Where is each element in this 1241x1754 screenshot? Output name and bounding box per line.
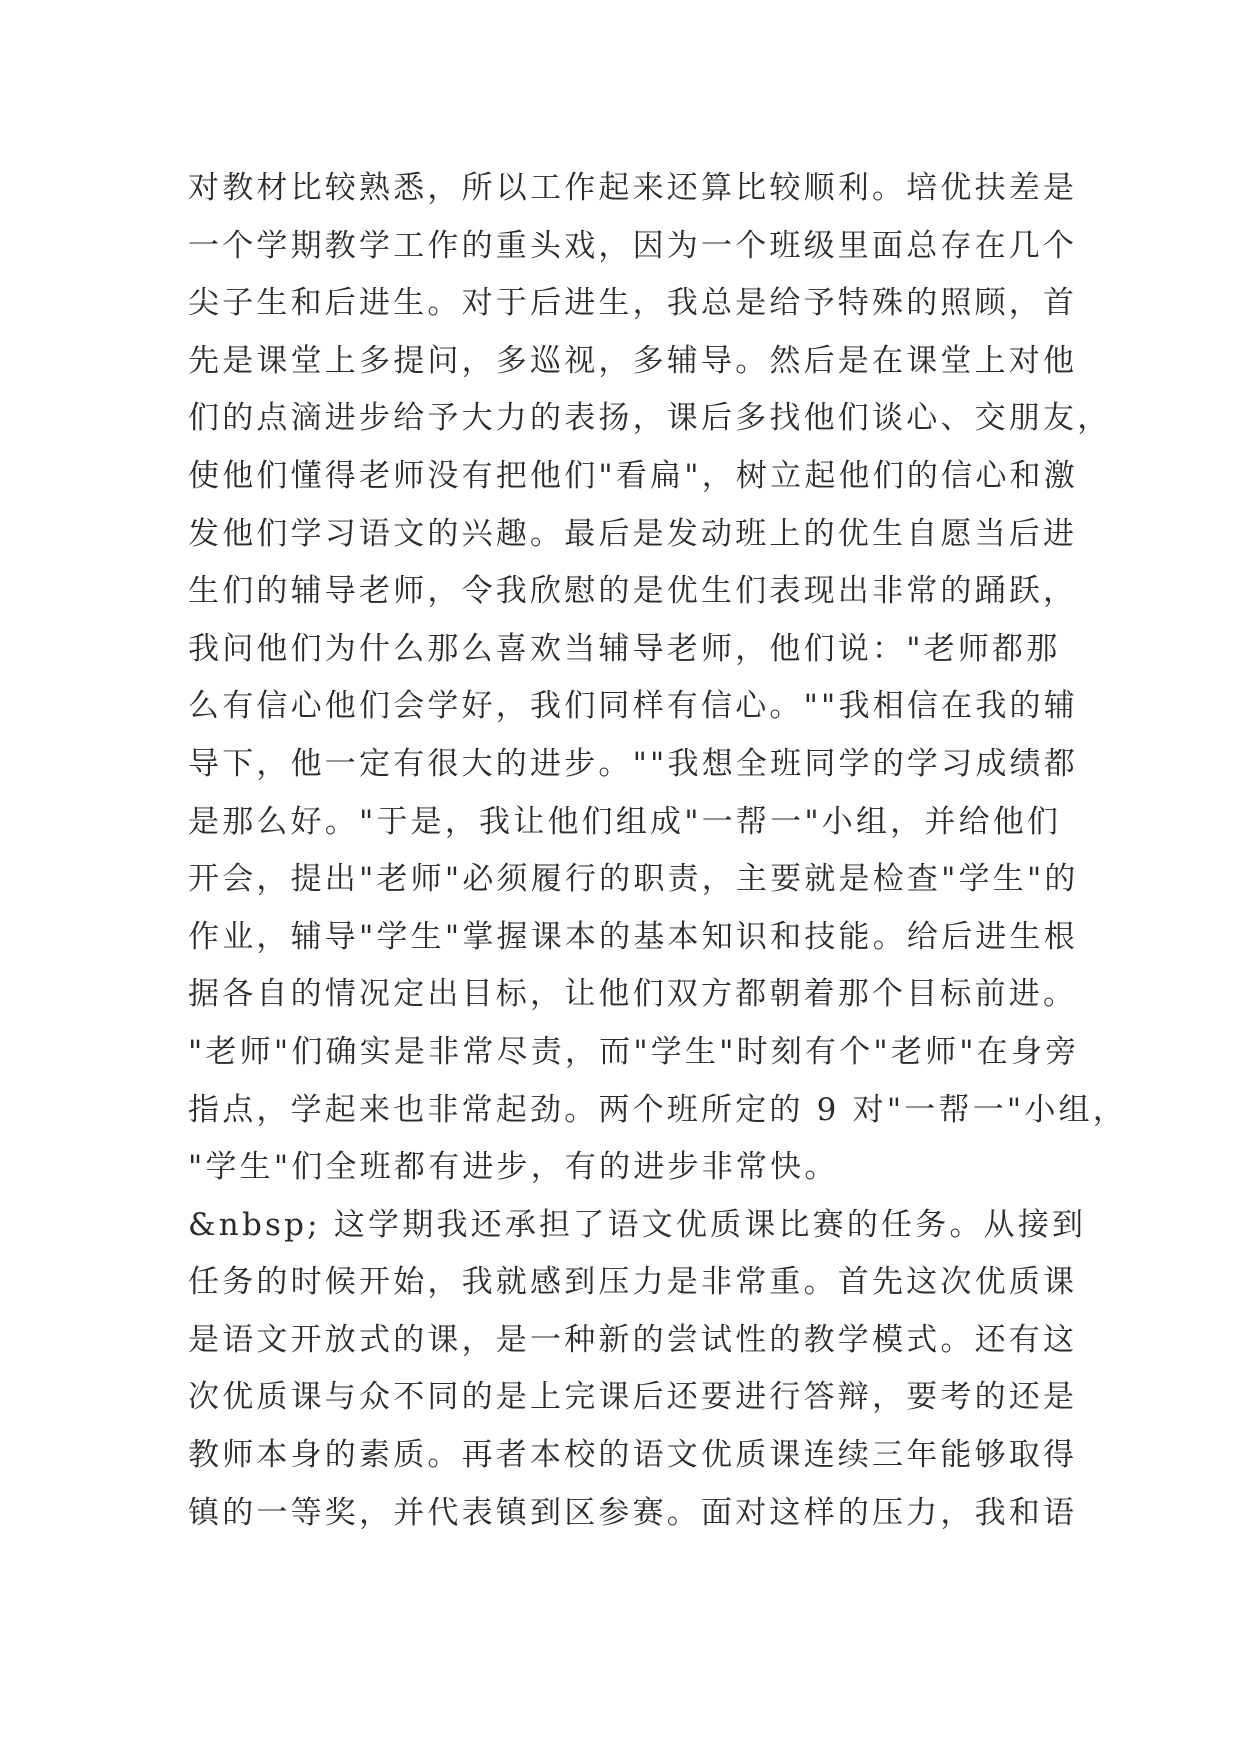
text-line: 生们的辅导老师，令我欣慰的是优生们表现出非常的踊跃， xyxy=(188,573,1078,610)
text-line: 教师本身的素质。再者本校的语文优质课连续三年能够取得 xyxy=(188,1437,1078,1474)
text-line: 任务的时候开始，我就感到压力是非常重。首先这次优质课 xyxy=(188,1264,1078,1301)
text-line: "学生"们全班都有进步，有的进步非常快。 xyxy=(188,1149,839,1186)
text-line: 据各自的情况定出目标，让他们双方都朝着那个目标前进。 xyxy=(188,976,1078,1013)
text-line: 一个学期教学工作的重头戏，因为一个班级里面总存在几个 xyxy=(188,227,1078,264)
text-line: &nbsp; 这学期我还承担了语文优质课比赛的任务。从接到 xyxy=(188,1206,1087,1243)
text-line: 镇的一等奖，并代表镇到区参赛。面对这样的压力，我和语 xyxy=(188,1494,1078,1531)
body-text xyxy=(188,160,1127,1542)
text-line: 么有信心他们会学好，我们同样有信心。""我相信在我的辅 xyxy=(188,688,1078,725)
text-line: "老师"们确实是非常尽责，而"学生"时刻有个"老师"在身旁 xyxy=(188,1033,1080,1070)
text-line: 作业，辅导"学生"掌握课本的基本知识和技能。给后进生根 xyxy=(188,918,1078,955)
text-line: 是那么好。"于是，我让他们组成"一帮一"小组，并给他们 xyxy=(188,803,1062,840)
text-line: 次优质课与众不同的是上完课后还要进行答辩，要考的还是 xyxy=(188,1379,1078,1416)
text-line: 对教材比较熟悉，所以工作起来还算比较顺利。培优扶差是 xyxy=(188,170,1078,206)
text-line: 使他们懂得老师没有把他们"看扁"，树立起他们的信心和激 xyxy=(188,457,1078,494)
text-line: 是语文开放式的课，是一种新的尝试性的教学模式。还有这 xyxy=(188,1321,1078,1358)
text-line: 指点，学起来也非常起劲。两个班所定的 9 对"一帮一"小组， xyxy=(188,1091,1127,1128)
text-line: 尖子生和后进生。对于后进生，我总是给予特殊的照顾，首 xyxy=(188,285,1078,322)
text-line: 先是课堂上多提问，多巡视，多辅导。然后是在课堂上对他 xyxy=(188,342,1078,379)
text-line: 发他们学习语文的兴趣。最后是发动班上的优生自愿当后进 xyxy=(188,515,1078,552)
text-line: 们的点滴进步给予大力的表扬，课后多找他们谈心、交朋友， xyxy=(188,400,1112,437)
text-line: 导下，他一定有很大的进步。""我想全班同学的学习成绩都 xyxy=(188,745,1078,782)
text-line: 开会，提出"老师"必须履行的职责，主要就是检查"学生"的 xyxy=(188,861,1079,898)
text-line: 我问他们为什么那么喜欢当辅导老师，他们说："老师都那 xyxy=(188,630,1061,667)
